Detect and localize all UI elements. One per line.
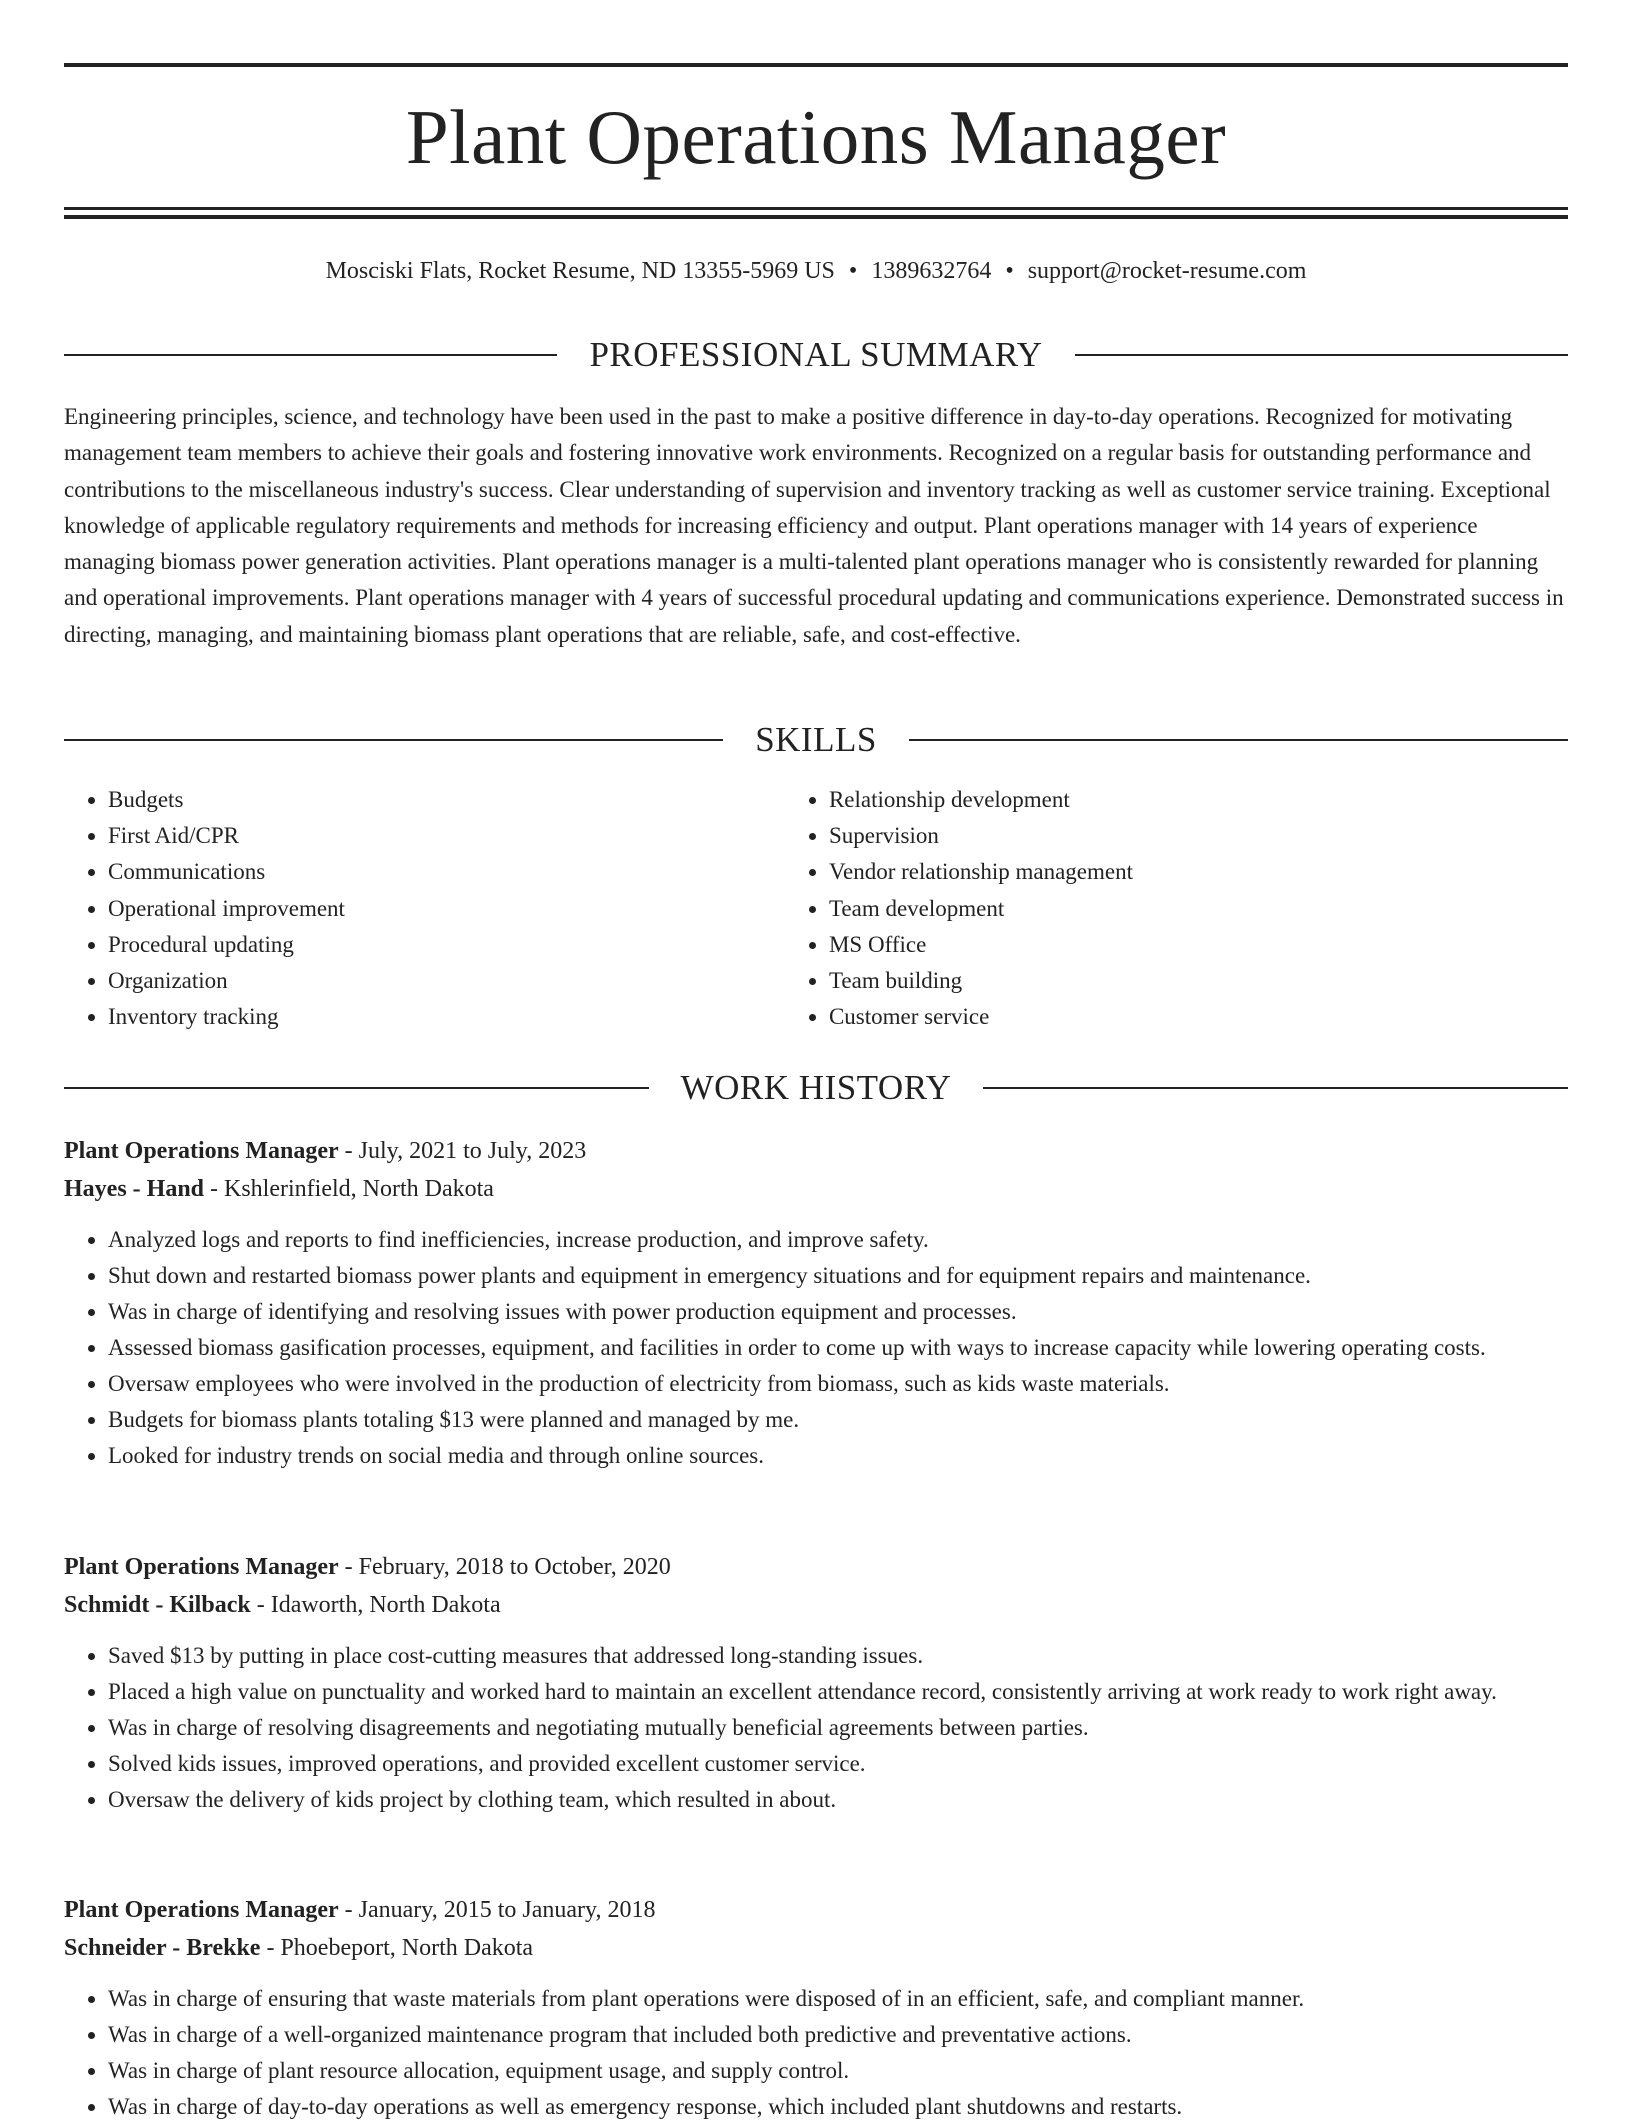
job-bullet: • Shut down and restarted biomass power plants and equipment in emergency situations and for equipment repairs and maintenance. (108, 1258, 1568, 1294)
heading-rule (983, 1087, 1568, 1089)
job-company: Schneider - Brekke (64, 1935, 261, 1961)
contact-address: Mosciski Flats, Rocket Resume, ND 13355-5969 US (325, 258, 835, 284)
job-bullet: • Saved $13 by putting in place cost-cutting measures that addressed long-standing issues. (108, 1638, 1568, 1674)
job-company-line (64, 1170, 1568, 1208)
job-company: Hayes - Hand (64, 1176, 205, 1202)
resume-name: Plant Operations Manager (405, 94, 1227, 180)
heading-rule (64, 354, 557, 356)
job-bullet: • Was in charge of a well-organized maintenance program that included both predictive and preventative actions. (108, 2017, 1568, 2053)
job-title: Plant Operations Manager (64, 1897, 339, 1923)
heading-rule (909, 739, 1568, 741)
job-bullet: • Oversaw employees who were involved in the production of electricity from biomass, such as kids waste materials. (108, 1366, 1568, 1402)
job-dates: - February, 2018 to October, 2020 (338, 1554, 671, 1580)
job-bullet: • Was in charge of identifying and resolving issues with power production equipment and processes. (108, 1294, 1568, 1330)
job-bullet: • Assessed biomass gasification processes, equipment, and facilities in order to come up with ways to increase capacity while lowering operating costs. (108, 1330, 1568, 1366)
job-bullet: • Budgets for biomass plants totaling $13 were planned and managed by me. (108, 1402, 1568, 1438)
skill-item: • Team building (829, 963, 1568, 999)
section-title: PROFESSIONAL SUMMARY (589, 335, 1043, 374)
job-bullet: • Was in charge of plant resource allocation, equipment usage, and supply control. (108, 2053, 1568, 2089)
skill-item: • MS Office (829, 927, 1568, 963)
skill-item: • Operational improvement (108, 891, 785, 927)
header-double-rule-lower (64, 215, 1568, 219)
job-bullet: • Looked for industry trends on social media and through online sources. (108, 1438, 1568, 1474)
job-bullet: • Analyzed logs and reports to find inefficiencies, increase production, and improve safety. (108, 1222, 1568, 1258)
job-company-line (64, 1586, 1568, 1624)
section-title: SKILLS (755, 720, 877, 759)
skills-column-left (64, 782, 785, 1035)
job-bullets (64, 1981, 1568, 2125)
contact-email: support@rocket-resume.com (1027, 258, 1307, 284)
job-company: Schmidt - Kilback (64, 1592, 251, 1618)
skill-item: • Team development (829, 891, 1568, 927)
skill-item: • First Aid/CPR (108, 818, 785, 854)
skill-item: • Inventory tracking (108, 999, 785, 1035)
job-dates: - January, 2015 to January, 2018 (338, 1897, 656, 1923)
heading-rule (64, 1087, 649, 1089)
job-bullet: • Was in charge of day-to-day operations as well as emergency response, which included plant shutdowns and restarts. (108, 2089, 1568, 2125)
section-heading-work-history (64, 1066, 1568, 1110)
section-heading-skills (64, 718, 1568, 762)
section-heading-summary (64, 333, 1568, 377)
job-dates: - July, 2021 to July, 2023 (338, 1138, 587, 1164)
skills-column-right (785, 782, 1568, 1035)
skill-item: • Vendor relationship management (829, 854, 1568, 890)
summary-paragraph: Engineering principles, science, and technology have been used in the past to make a positive difference in day-to-day operations. Recognized for motivating management team members to achieve their goals and fostering innovative work environments. Recognized on a regular basis for outstanding performance and contributions to the miscellaneous industry's success. Clear understanding of supervision and inventory tracking as well as customer service training. Exceptional knowledge of applicable regulatory requirements and methods for increasing efficiency and output. Plant operations manager with 14 years of experience managing biomass power generation activities. Plant operations manager is a multi-talented plant operations manager who is consistently rewarded for planning and operational improvements. Plant operations manager with 4 years of successful procedural updating and communications experience. Demonstrated success in directing, managing, and maintaining biomass plant operations that are reliable, safe, and cost-effective. (64, 404, 1564, 647)
job-bullet: • Placed a high value on punctuality and worked hard to maintain an excellent attendance record, consistently arriving at work ready to work right away. (108, 1674, 1568, 1710)
job-location: - Idaworth, North Dakota (250, 1592, 501, 1618)
skills-list (64, 782, 1568, 1035)
job-entry (64, 1548, 1568, 1818)
job-entry (64, 1132, 1568, 1474)
job-bullet: • Solved kids issues, improved operations, and provided excellent customer service. (108, 1746, 1568, 1782)
heading-rule (64, 739, 723, 741)
job-bullet: • Was in charge of resolving disagreements and negotiating mutually beneficial agreements between parties. (108, 1710, 1568, 1746)
header-top-rule (64, 63, 1568, 67)
skill-item: • Customer service (829, 999, 1568, 1035)
job-title-line (64, 1891, 1568, 1929)
job-title-line (64, 1132, 1568, 1170)
job-bullets (64, 1638, 1568, 1818)
skill-item: • Supervision (829, 818, 1568, 854)
contact-separator: • (1005, 258, 1014, 284)
contact-separator: • (848, 258, 858, 284)
contact-line (64, 254, 1568, 288)
job-bullet: • Was in charge of ensuring that waste materials from plant operations were disposed of in an efficient, safe, and compliant manner. (108, 1981, 1568, 2017)
skill-item: • Budgets (108, 782, 785, 818)
section-title: WORK HISTORY (680, 1068, 952, 1107)
job-location: - Kshlerinfield, North Dakota (204, 1176, 494, 1202)
job-title: Plant Operations Manager (64, 1138, 339, 1164)
heading-rule (1075, 354, 1568, 356)
job-company-line (64, 1929, 1568, 1967)
skill-item: • Relationship development (829, 782, 1568, 818)
job-entry (64, 1891, 1568, 2125)
skill-item: • Procedural updating (108, 927, 785, 963)
contact-phone: 1389632764 (871, 258, 992, 284)
header-double-rule-upper (64, 207, 1568, 210)
job-title: Plant Operations Manager (64, 1554, 339, 1580)
skill-item: • Communications (108, 854, 785, 890)
job-title-line (64, 1548, 1568, 1586)
job-bullets (64, 1222, 1568, 1474)
job-location: - Phoebeport, North Dakota (260, 1935, 534, 1961)
job-bullet: • Oversaw the delivery of kids project by clothing team, which resulted in about. (108, 1782, 1568, 1818)
skill-item: • Organization (108, 963, 785, 999)
